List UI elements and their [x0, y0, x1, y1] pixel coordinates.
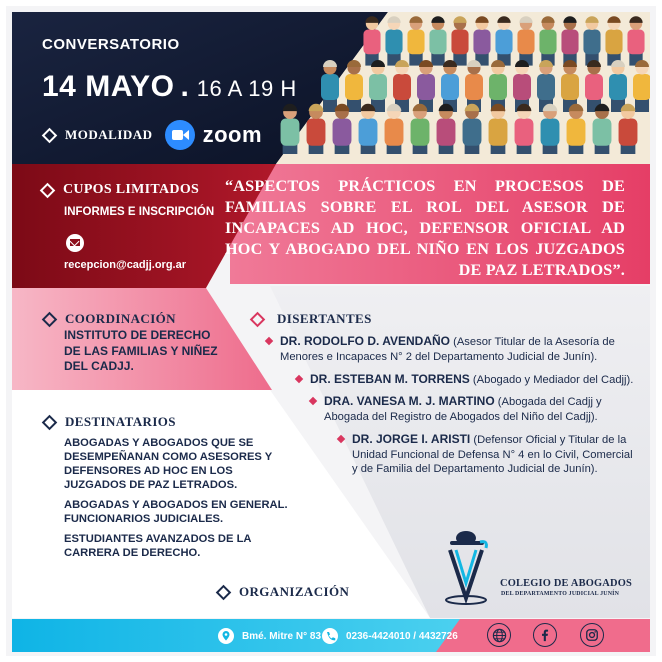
person-figure	[369, 60, 387, 112]
audience-list	[64, 436, 294, 566]
person-figure	[619, 104, 638, 154]
speaker-name: DRA. VANESA M. J. MARTINO	[324, 394, 495, 408]
person-figure	[463, 104, 482, 154]
coordination-title-row	[44, 311, 176, 327]
person-figure	[593, 104, 612, 154]
diamond-icon	[216, 584, 232, 600]
speaker-item	[280, 334, 640, 364]
facebook-icon[interactable]	[533, 623, 557, 647]
person-figure	[517, 16, 534, 65]
phone-text[interactable]: 0236-4424010 / 4432726	[346, 630, 458, 642]
person-figure	[321, 60, 339, 112]
event-topic-quote: “ASPECTOS PRÁCTICOS EN PROCESOS DE FAMILIAS SOBRE EL ROL DEL ASESOR DE INCAPACES AD HOC, DEFENSOR OFICIAL AD HOC Y ABOGADO DEL NIÑO EN LOS JUZGADOS DE PAZ LETRADOS”.	[225, 177, 625, 279]
speaker-role: (Abogada del Cadjj y Abogada del Registro de Abogados del Niño del Cadjj).	[324, 396, 602, 423]
person-figure	[515, 104, 534, 154]
person-figure	[363, 16, 380, 65]
location-pin-icon	[218, 628, 234, 644]
diamond-icon	[42, 311, 58, 327]
person-figure	[473, 16, 490, 65]
speaker-name: DR. RODOLFO D. AVENDAÑO	[280, 334, 450, 348]
date-separator: .	[180, 70, 189, 103]
speaker-item	[324, 394, 640, 424]
person-figure	[567, 104, 586, 154]
person-figure	[451, 16, 468, 65]
person-figure	[605, 16, 622, 65]
footer-address	[218, 628, 321, 644]
speaker-name: DR. JORGE I. ARISTI	[352, 432, 471, 446]
person-figure	[437, 104, 456, 154]
person-figure	[385, 104, 404, 154]
speaker-item	[310, 372, 640, 388]
footer-bar	[12, 619, 650, 652]
registration-title: CUPOS LIMITADOS	[63, 182, 200, 197]
person-figure	[333, 104, 352, 154]
colegio-logo	[440, 528, 500, 608]
person-figure	[539, 16, 556, 65]
phone-icon	[322, 628, 338, 644]
registration-email[interactable]: recepcion@cadjj.org.ar	[64, 259, 186, 271]
coordination-body: INSTITUTO DE DERECHO DE LAS FAMILIAS Y NIÑEZ DEL CADJJ.	[64, 328, 218, 373]
person-figure	[541, 104, 560, 154]
event-date: 14 MAYO	[42, 70, 175, 103]
audience-item: ABOGADAS Y ABOGADOS QUE SE DESEMPEÑANAN COMO ASESORES Y DEFENSORES AD HOC EN LOS JUZGADOS DE PAZ LETRADOS.	[64, 437, 273, 491]
person-figure	[407, 16, 424, 65]
speaker-item	[352, 432, 640, 477]
person-figure	[385, 16, 402, 65]
diamond-icon	[42, 414, 58, 430]
person-figure	[345, 60, 363, 112]
person-figure	[429, 16, 446, 65]
speakers-title: DISERTANTES	[277, 311, 372, 326]
person-figure	[359, 104, 378, 154]
person-figure	[495, 16, 512, 65]
web-icon[interactable]	[487, 623, 511, 647]
event-type: CONVERSATORIO	[42, 36, 180, 53]
footer-phone	[322, 628, 458, 644]
modality-label: MODALIDAD	[65, 127, 153, 142]
audience-item: ESTUDIANTES AVANZADOS DE LA CARRERA DE DERECHO.	[64, 533, 252, 559]
people-illustration	[250, 12, 650, 154]
instagram-icon[interactable]	[580, 623, 604, 647]
speaker-role: (Abogado y Mediador del Cadjj).	[472, 374, 634, 386]
diamond-icon	[250, 311, 266, 327]
person-figure	[561, 16, 578, 65]
person-figure	[627, 16, 644, 65]
person-figure	[583, 16, 600, 65]
event-time: 16 A 19 H	[196, 76, 297, 101]
address-text: Bmé. Mitre N° 83	[242, 630, 322, 642]
speaker-role: (Asesor Titular de la Asesoría de Menores e Incapaces N° 2 del Departamento Judicial de Junín).	[280, 336, 615, 363]
person-figure	[307, 104, 326, 154]
mail-icon	[66, 234, 84, 252]
organization-name: COLEGIO DE ABOGADOS	[500, 578, 632, 589]
person-figure	[633, 60, 650, 112]
diamond-icon	[42, 127, 58, 143]
organization-subname: DEL DEPARTAMENTO JUDICIAL JUNÍN	[501, 591, 620, 597]
organization-title: ORGANIZACIÓN	[239, 584, 350, 599]
audience-item: ABOGADAS Y ABOGADOS EN GENERAL. FUNCIONARIOS JUDICIALES.	[64, 499, 288, 525]
audience-title-row	[44, 414, 176, 430]
person-figure	[489, 104, 508, 154]
audience-title: DESTINATARIOS	[65, 414, 176, 429]
organization-title-row	[218, 584, 349, 600]
zoom-camera-icon	[165, 120, 195, 150]
registration-subtitle: INFORMES E INSCRIPCIÓN	[64, 206, 215, 218]
modality-row	[44, 120, 262, 150]
speakers-title-row	[252, 311, 372, 327]
speaker-role: (Defensor Oficial y Titular de la Unidad Funcional de Defensa N° 4 en lo Civil, Comercial y de Familia del Departamento Judicial de Junín).	[352, 434, 633, 475]
person-figure	[609, 60, 627, 112]
person-figure	[281, 104, 300, 154]
coordination-title: COORDINACIÓN	[65, 311, 176, 326]
zoom-logo: zoom	[202, 122, 263, 147]
event-date-time	[42, 70, 297, 104]
diamond-icon	[40, 182, 56, 198]
speaker-name: DR. ESTEBAN M. TORRENS	[310, 372, 470, 386]
person-figure	[411, 104, 430, 154]
registration-title-row	[42, 182, 199, 198]
